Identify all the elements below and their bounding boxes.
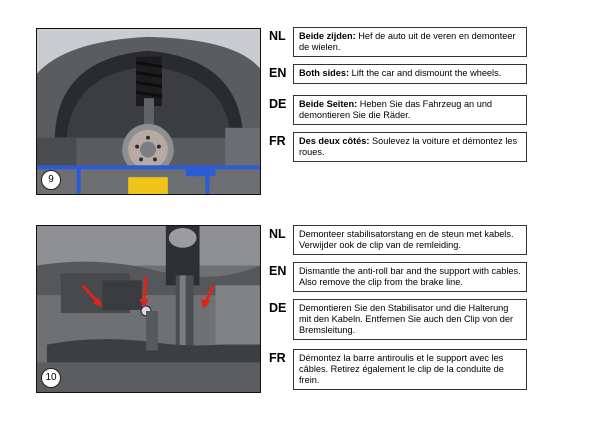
instructions-step-10 bbox=[269, 225, 527, 391]
instruction-row-de bbox=[269, 95, 527, 126]
step-number-badge: 10 bbox=[41, 368, 61, 388]
instruction-text-box bbox=[293, 95, 527, 125]
language-code: FR bbox=[269, 351, 286, 365]
instruction-row-nl bbox=[269, 27, 527, 58]
instruction-text: Demonteer stabilisatorstang en de steun met kabels. Verwijder ook de clip van de remleiding. bbox=[299, 229, 514, 250]
instruction-text-box bbox=[293, 225, 527, 255]
instruction-text: Soulevez la voiture et démontez les roues. bbox=[299, 136, 518, 157]
language-code: NL bbox=[269, 227, 286, 241]
anti-roll-bar-photo bbox=[36, 225, 261, 393]
step-10 bbox=[0, 218, 600, 398]
instruction-bold-label: Both sides: bbox=[299, 68, 350, 78]
instruction-text: Demontieren Sie den Stabilisator und die Halterung mit den Kabeln. Entfernen Sie auch den Clip von der Bremsleitung. bbox=[299, 303, 513, 335]
language-code: FR bbox=[269, 134, 286, 148]
instruction-row-en bbox=[269, 262, 527, 293]
language-code: NL bbox=[269, 29, 286, 43]
language-code: EN bbox=[269, 264, 287, 278]
instruction-text-box bbox=[293, 349, 527, 390]
language-code: DE bbox=[269, 97, 287, 111]
instructions-step-9 bbox=[269, 27, 527, 163]
instruction-text: Hef de auto uit de veren en demonteer de wielen. bbox=[299, 31, 516, 52]
instruction-text-box bbox=[293, 132, 527, 162]
instruction-text-box bbox=[293, 64, 527, 84]
instruction-text: Dismantle the anti-roll bar and the support with cables. Also remove the clip from the brake line. bbox=[299, 266, 521, 287]
instruction-row-fr bbox=[269, 132, 527, 163]
instruction-text-box bbox=[293, 27, 527, 57]
instruction-bold-label: Des deux côtés: bbox=[299, 136, 370, 146]
wheel-arch-photo bbox=[36, 28, 261, 195]
language-code: DE bbox=[269, 301, 287, 315]
instruction-row-nl bbox=[269, 225, 527, 256]
instruction-text: Démontez la barre antiroulis et le support avec les câbles. Retirez également le clip de la conduite de frein. bbox=[299, 353, 504, 385]
instruction-text: Heben Sie das Fahrzeug an und demontieren Sie die Räder. bbox=[299, 99, 493, 120]
instruction-bold-label: Beide zijden: bbox=[299, 31, 356, 41]
instruction-row-fr bbox=[269, 349, 527, 391]
step-9 bbox=[0, 0, 600, 200]
instruction-text-box bbox=[293, 262, 527, 292]
instruction-bold-label: Beide Seiten: bbox=[299, 99, 358, 109]
instruction-text: Lift the car and dismount the wheels. bbox=[349, 68, 502, 78]
instruction-text-box bbox=[293, 299, 527, 340]
wheel-arch-image bbox=[37, 29, 260, 194]
step-number-badge: 9 bbox=[41, 170, 61, 190]
instruction-row-en bbox=[269, 64, 527, 95]
anti-roll-bar-image bbox=[37, 226, 260, 392]
language-code: EN bbox=[269, 66, 287, 80]
instruction-row-de bbox=[269, 299, 527, 341]
